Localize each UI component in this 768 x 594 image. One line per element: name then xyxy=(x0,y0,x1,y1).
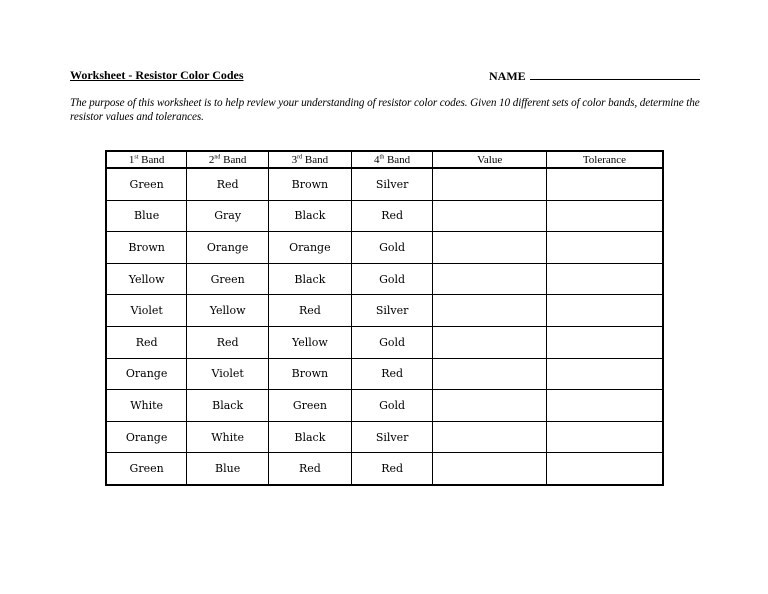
table-row xyxy=(106,295,663,327)
table-row xyxy=(106,232,663,264)
band-cell: Gray xyxy=(187,200,269,232)
band-cell: Gold xyxy=(351,263,433,295)
value-answer-cell[interactable] xyxy=(433,453,546,485)
column-header xyxy=(106,151,187,168)
band-cell: Orange xyxy=(187,232,269,264)
table-row xyxy=(106,263,663,295)
band-cell: Gold xyxy=(351,326,433,358)
tolerance-answer-cell[interactable] xyxy=(546,421,663,453)
name-field[interactable] xyxy=(489,68,700,84)
band-cell: Blue xyxy=(106,200,187,232)
band-cell: Black xyxy=(269,263,352,295)
band-cell: Red xyxy=(351,358,433,390)
header-text: Band xyxy=(220,153,247,166)
tolerance-answer-cell[interactable] xyxy=(546,453,663,485)
worksheet-title: Worksheet - Resistor Color Codes xyxy=(70,68,244,82)
band-cell: Green xyxy=(269,390,352,422)
header-text: Band xyxy=(138,153,165,166)
header-text: Value xyxy=(477,153,503,166)
band-cell: Red xyxy=(351,453,433,485)
value-answer-cell[interactable] xyxy=(433,421,546,453)
column-header xyxy=(187,151,269,168)
column-header xyxy=(433,151,546,168)
band-cell: Gold xyxy=(351,390,433,422)
column-header xyxy=(546,151,663,168)
header-superscript: st xyxy=(134,153,139,160)
column-header xyxy=(351,151,433,168)
tolerance-answer-cell[interactable] xyxy=(546,232,663,264)
table-row xyxy=(106,326,663,358)
header-superscript: rd xyxy=(297,153,303,160)
value-answer-cell[interactable] xyxy=(433,232,546,264)
band-cell: White xyxy=(187,421,269,453)
band-cell: Silver xyxy=(351,421,433,453)
band-cell: Green xyxy=(106,453,187,485)
band-cell: Brown xyxy=(269,168,352,200)
tolerance-answer-cell[interactable] xyxy=(546,358,663,390)
band-cell: Orange xyxy=(269,232,352,264)
band-cell: Brown xyxy=(106,232,187,264)
table-row xyxy=(106,421,663,453)
band-cell: Yellow xyxy=(187,295,269,327)
band-cell: Red xyxy=(187,168,269,200)
column-header xyxy=(269,151,352,168)
band-cell: Yellow xyxy=(269,326,352,358)
header-text: Tolerance xyxy=(582,153,627,166)
tolerance-answer-cell[interactable] xyxy=(546,200,663,232)
value-answer-cell[interactable] xyxy=(433,168,546,200)
header-text: 4 xyxy=(374,153,380,166)
tolerance-answer-cell[interactable] xyxy=(546,390,663,422)
band-cell: Red xyxy=(269,295,352,327)
header-superscript: th xyxy=(379,153,385,160)
header-superscript: nd xyxy=(214,153,221,160)
band-cell: Silver xyxy=(351,295,433,327)
band-cell: Orange xyxy=(106,358,187,390)
header-text: Band xyxy=(384,153,411,166)
band-cell: Black xyxy=(269,421,352,453)
tolerance-answer-cell[interactable] xyxy=(546,326,663,358)
band-cell: White xyxy=(106,390,187,422)
value-answer-cell[interactable] xyxy=(433,295,546,327)
table-row xyxy=(106,390,663,422)
value-answer-cell[interactable] xyxy=(433,263,546,295)
band-cell: Brown xyxy=(269,358,352,390)
name-label: NAME xyxy=(489,69,526,83)
band-cell: Gold xyxy=(351,232,433,264)
value-answer-cell[interactable] xyxy=(433,358,546,390)
value-answer-cell[interactable] xyxy=(433,200,546,232)
band-cell: Black xyxy=(187,390,269,422)
name-blank-line[interactable] xyxy=(530,68,700,80)
band-cell: Black xyxy=(269,200,352,232)
band-cell: Red xyxy=(187,326,269,358)
table-row xyxy=(106,453,663,485)
header-text: 2 xyxy=(208,153,215,166)
resistor-table xyxy=(105,150,664,486)
tolerance-answer-cell[interactable] xyxy=(546,295,663,327)
table-row xyxy=(106,200,663,232)
band-cell: Yellow xyxy=(106,263,187,295)
band-cell: Green xyxy=(106,168,187,200)
band-cell: Green xyxy=(187,263,269,295)
intro-paragraph: The purpose of this worksheet is to help review your understanding of resistor color codes. Given 10 different sets of color bands, determine the resistor values and tolerances. xyxy=(70,97,700,123)
band-cell: Red xyxy=(106,326,187,358)
value-answer-cell[interactable] xyxy=(433,390,546,422)
band-cell: Blue xyxy=(187,453,269,485)
value-answer-cell[interactable] xyxy=(433,326,546,358)
tolerance-answer-cell[interactable] xyxy=(546,263,663,295)
band-cell: Red xyxy=(269,453,352,485)
band-cell: Red xyxy=(351,200,433,232)
header-text: 1 xyxy=(128,153,135,166)
band-cell: Silver xyxy=(351,168,433,200)
header-text: Band xyxy=(302,153,329,166)
table-row xyxy=(106,168,663,200)
band-cell: Orange xyxy=(106,421,187,453)
band-cell: Violet xyxy=(106,295,187,327)
header-text: 3 xyxy=(291,153,298,166)
band-cell: Violet xyxy=(187,358,269,390)
tolerance-answer-cell[interactable] xyxy=(546,168,663,200)
table-row xyxy=(106,358,663,390)
